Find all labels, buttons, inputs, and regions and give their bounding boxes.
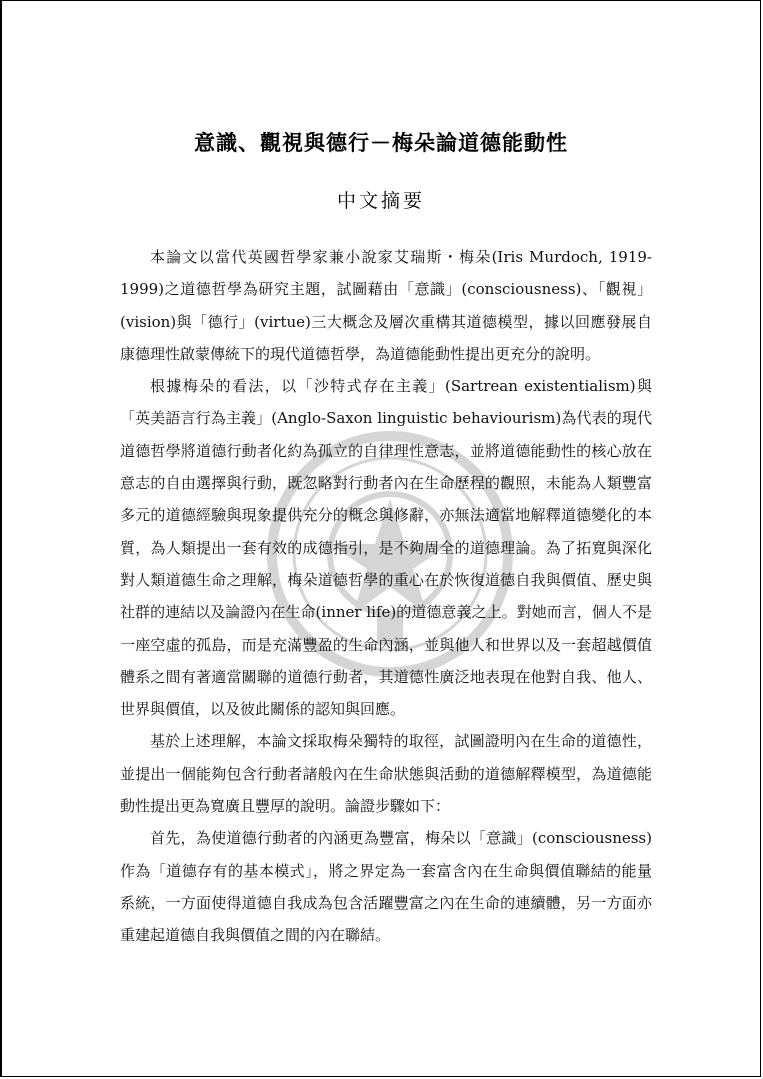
paragraph-1: 本論文以當代英國哲學家兼小說家艾瑞斯・梅朵(Iris Murdoch, 1919-1999)之道德哲學為研究主題，試圖藉由「意識」(consciousness)、「觀視」(vision)與「德行」(virtue)三大概念及層次重構其道德模型，據以回應發展自康德理性啟蒙傳統下的現代道德哲學，為道德能動性提出更充分的說明。 <box>120 248 652 363</box>
paragraph-2: 根據梅朵的看法，以「沙特式存在主義」(Sartrean existentialism)與「英美語言行為主義」(Anglo-Saxon linguistic behaviourism)為代表的現代道德哲學將道德行動者化約為孤立的自律理性意志，並將道德能動性的核心放在意志的自由選擇與行動，既忽略對行動者內在生命歷程的觀照，未能為人類豐富多元的道德經驗與現象提供充分的概念與修辭，亦無法適當地解釋道德變化的本質，為人類提出一套有效的成德指引，是不夠周全的道德理論。為了拓寬與深化對人類道德生命之理解，梅朵道德哲學的重心在於恢復道德自我與價值、歷史與社群的連結以及論證內在生命(inner life)的道德意義之上。對她而言，個人不是一座空虛的孤島，而是充滿豐盈的生命內涵，並與他人和世界以及一套超越價值體系之間有著適當關聯的道德行動者，其道德性廣泛地表現在他對自我、他人、世界與價值，以及彼此關係的認知與回應。 <box>120 377 652 719</box>
paragraph-3: 基於上述理解，本論文採取梅朵獨特的取徑，試圖證明內在生命的道德性，並提出一個能夠包含行動者諸般內在生命狀態與活動的道德解釋模型，為道德能動性提出更為寬廣且豐厚的說明。論證步驟如下： <box>120 732 652 816</box>
paragraph-4: 首先，為使道德行動者的內涵更為豐富，梅朵以「意識」(consciousness)作為「道德存有的基本模式」，將之界定為一套富含內在生命與價值聯結的能量系統，一方面使得道德自我成為包含活躍豐富之內在生命的連續體，另一方面亦重建起道德自我與價值之間的內在聯結。 <box>120 829 652 945</box>
abstract-heading: 中文摘要 <box>336 190 425 212</box>
abstract-body <box>120 241 652 952</box>
document-title: 意識、觀視與德行－梅朵論道德能動性 <box>194 130 568 155</box>
